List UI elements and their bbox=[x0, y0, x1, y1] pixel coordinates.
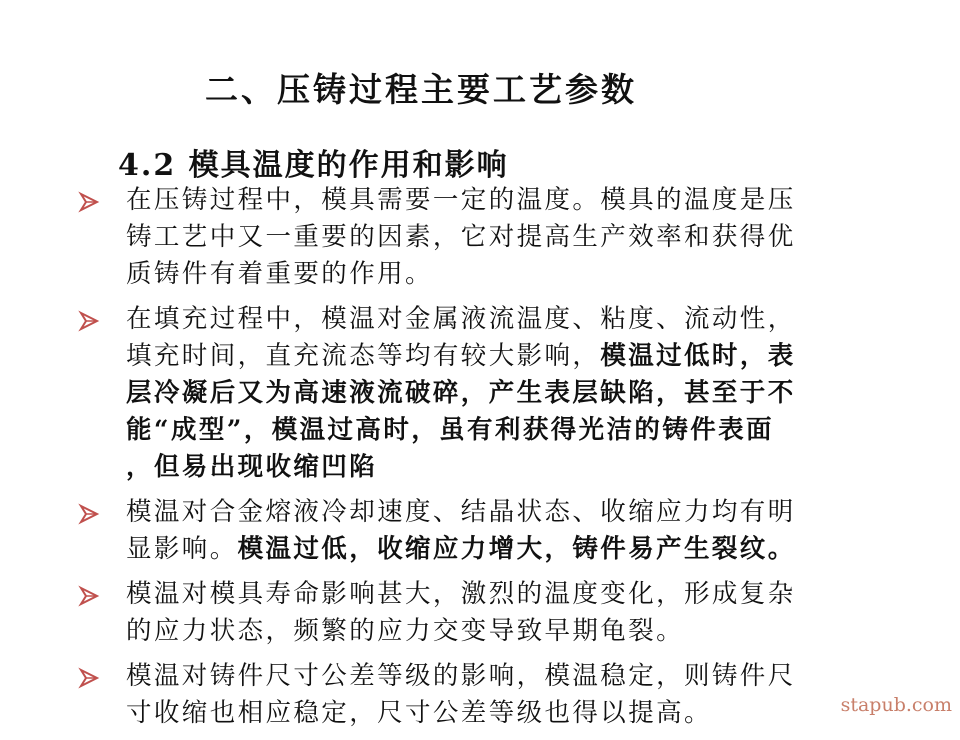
bullet-line bbox=[126, 375, 908, 412]
bullet-item bbox=[78, 182, 908, 293]
bullet-text-bold: 层冷凝后又为高速液流破碎，产生表层缺陷，甚至于不 bbox=[126, 378, 796, 408]
bullet-text-bold: ，但易出现收缩凹陷 bbox=[126, 452, 378, 482]
bullet-line bbox=[126, 256, 908, 293]
bullet-line bbox=[126, 182, 908, 219]
bullet-text: 的应力状态，频繁的应力交变导致早期龟裂。 bbox=[126, 616, 685, 646]
bullet-item bbox=[78, 301, 908, 486]
bullet-text: 寸收缩也相应稳定，尺寸公差等级也得以提高。 bbox=[126, 698, 712, 728]
bullet-text: 铸工艺中又一重要的因素，它对提高生产效率和获得优 bbox=[126, 222, 796, 252]
bullet-line bbox=[126, 613, 908, 650]
bullet-line bbox=[126, 338, 908, 375]
bullet-text: 在压铸过程中，模具需要一定的温度。模具的温度是压 bbox=[126, 185, 796, 215]
bullet-text-bold: 模温过低，收缩应力增大，铸件易产生裂纹。 bbox=[237, 534, 796, 564]
bullet-line bbox=[126, 531, 908, 568]
bullet-item bbox=[78, 576, 908, 650]
bullet-line bbox=[126, 576, 908, 613]
bullet-text: 在填充过程中，模温对金属液流温度、粘度、流动性， bbox=[126, 304, 796, 334]
bullet-item bbox=[78, 494, 908, 568]
bullet-text: 显影响。 bbox=[126, 534, 238, 564]
arrow-bullet-icon bbox=[78, 667, 100, 689]
bullet-text: 模温对铸件尺寸公差等级的影响，模温稳定，则铸件尺 bbox=[126, 661, 796, 691]
bullet-line bbox=[126, 494, 908, 531]
bullet-line bbox=[126, 219, 908, 256]
bullet-line bbox=[126, 449, 908, 486]
slide-subtitle: 4.2 模具温度的作用和影响 bbox=[118, 148, 509, 183]
bullet-text-bold: 模温过低时，表 bbox=[600, 341, 796, 371]
bullet-item bbox=[78, 658, 908, 732]
bullet-list bbox=[78, 182, 908, 740]
arrow-bullet-icon bbox=[78, 585, 100, 607]
bullet-line bbox=[126, 412, 908, 449]
arrow-bullet-icon bbox=[78, 191, 100, 213]
bullet-text: 填充时间，直充流态等均有较大影响， bbox=[126, 341, 601, 371]
bullet-line bbox=[126, 658, 908, 695]
watermark: stapub.com bbox=[840, 694, 952, 716]
bullet-text: 模温对模具寿命影响甚大，激烈的温度变化，形成复杂 bbox=[126, 579, 796, 609]
slide-title: 二、压铸过程主要工艺参数 bbox=[205, 70, 637, 109]
bullet-text: 质铸件有着重要的作用。 bbox=[126, 259, 433, 289]
bullet-line bbox=[126, 695, 908, 732]
bullet-text-bold: 能“成型”，模温过高时，虽有利获得光洁的铸件表面 bbox=[126, 415, 774, 445]
arrow-bullet-icon bbox=[78, 503, 100, 525]
bullet-line bbox=[126, 301, 908, 338]
arrow-bullet-icon bbox=[78, 310, 100, 332]
bullet-text: 模温对合金熔液冷却速度、结晶状态、收缩应力均有明 bbox=[126, 497, 796, 527]
